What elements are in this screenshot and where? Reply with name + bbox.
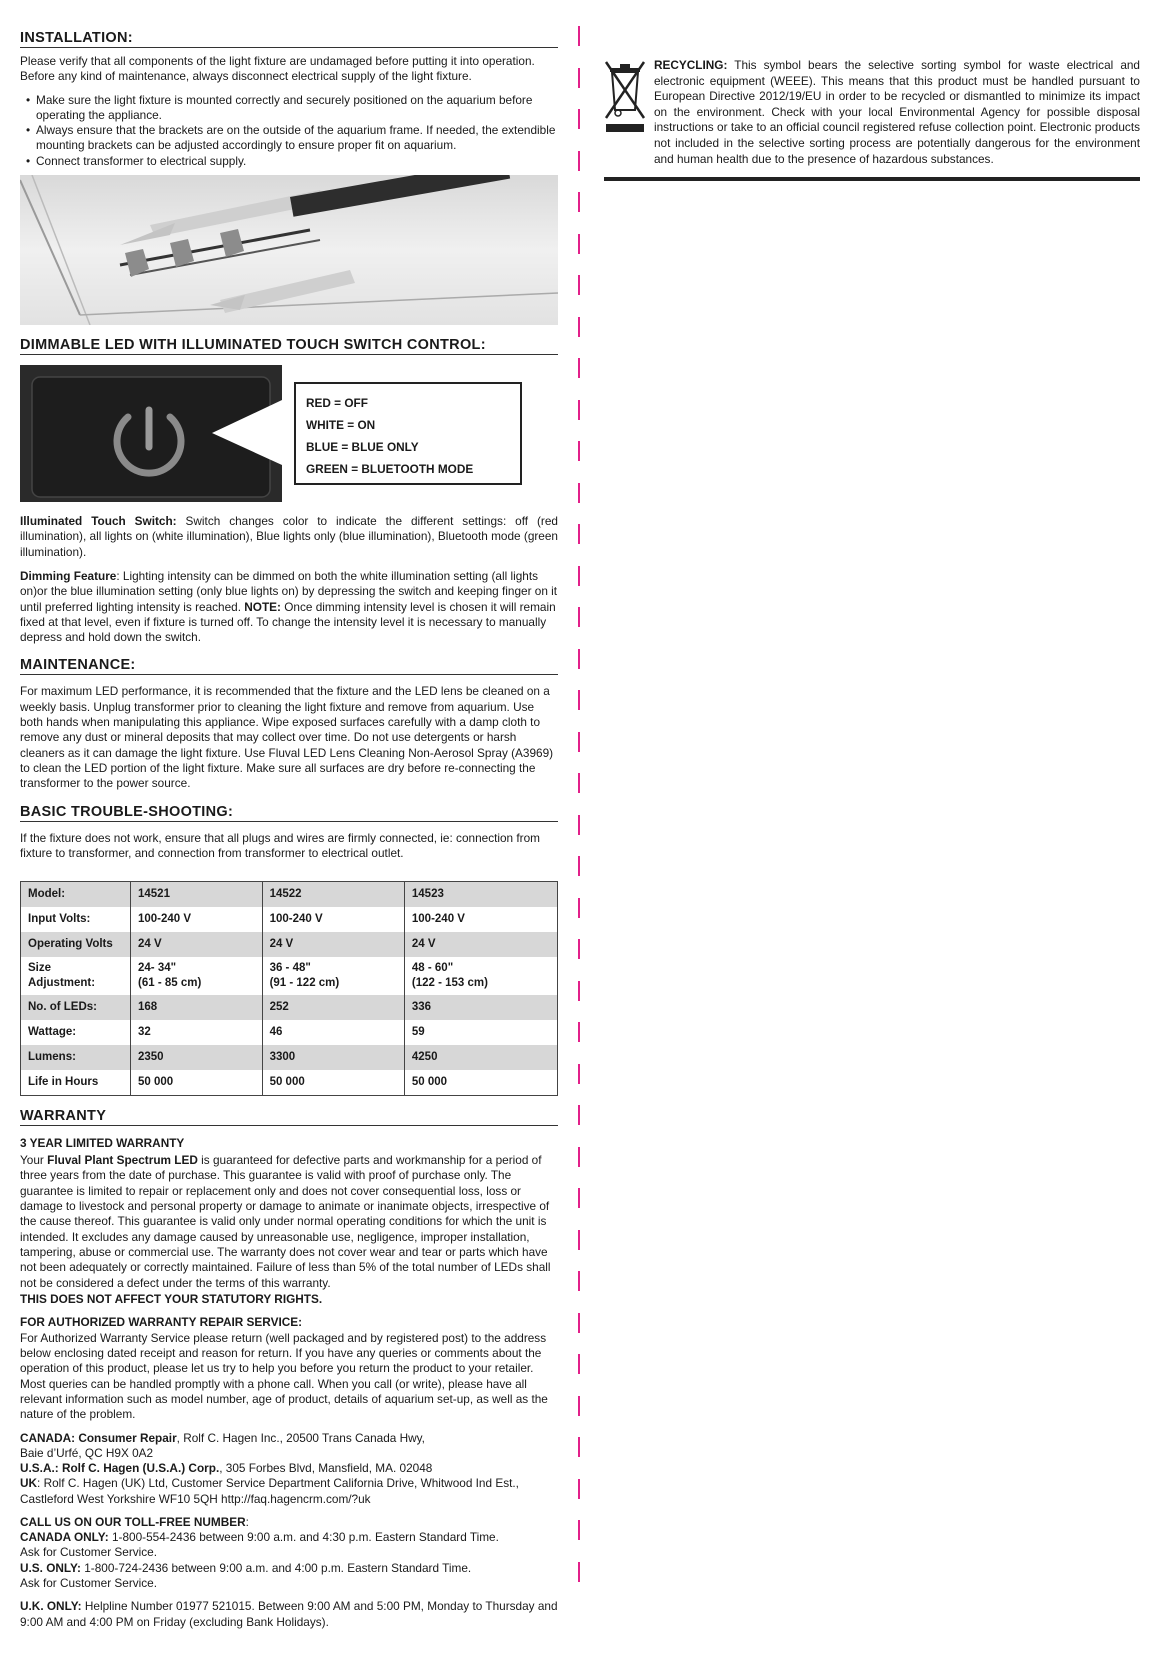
dimming-paragraph xyxy=(20,569,558,645)
table-cell: Size Adjustment: xyxy=(21,957,131,995)
note-label: NOTE: xyxy=(244,599,281,614)
recycling-rule xyxy=(604,177,1140,181)
warranty-subheading: 3 YEAR LIMITED WARRANTY xyxy=(20,1136,185,1151)
legend-white: WHITE = ON xyxy=(306,418,376,433)
table-cell: 252 xyxy=(262,995,404,1020)
table-row xyxy=(21,1020,558,1045)
column-divider xyxy=(578,26,581,1656)
table-cell: 59 xyxy=(404,1020,557,1045)
table-cell: 14523 xyxy=(404,882,557,908)
installation-section xyxy=(20,30,558,325)
maintenance-heading: MAINTENANCE: xyxy=(20,657,558,675)
table-row xyxy=(21,907,558,932)
table-cell: 100-240 V xyxy=(404,907,557,932)
dimming-label: Dimming Feature xyxy=(20,568,117,583)
installation-bullet: • Make sure the light fixture is mounted correctly and securely positioned on the aquarium before operating the appliance. xyxy=(36,93,558,124)
table-cell: 24- 34" (61 - 85 cm) xyxy=(131,957,263,995)
table-row xyxy=(21,995,558,1020)
table-cell: 50 000 xyxy=(262,1070,404,1096)
table-cell: Wattage: xyxy=(21,1020,131,1045)
installation-intro: Please verify that all components of the light fixture are undamaged before putting it into operation. Before any kind of maintenance, always disconnect electrical supply of the light fixture. xyxy=(20,54,535,84)
table-cell: 14521 xyxy=(131,882,263,908)
repair-text: For Authorized Warranty Service please return (well packaged and by registered post) to the address below enclosing dated receipt and reason for return. If you have any queries or comments about the operation of this product, please let us try to help you before you return the product to your retailer. Most queries can be handled promptly with a phone call. When you call (or write), please have all relevant information such as model number, age of product, details of aquarium set-up, as well as the nature of the problem. xyxy=(20,1330,548,1422)
installation-bullets xyxy=(20,93,558,169)
tollfree-heading: CALL US ON OUR TOLL-FREE NUMBER: xyxy=(20,1515,249,1530)
table-cell: 4250 xyxy=(404,1045,557,1070)
installation-bullet: • Always ensure that the brackets are on the outside of the aquarium frame. If needed, the extendible mounting brackets can be adjusted accordingly to ensure proper fit on aquarium. xyxy=(36,123,558,154)
product-name: Fluval Plant Spectrum LED xyxy=(47,1153,198,1168)
warranty-section xyxy=(20,1108,558,1630)
maintenance-section xyxy=(20,657,558,791)
table-cell: 50 000 xyxy=(131,1070,263,1096)
repair-heading: FOR AUTHORIZED WARRANTY REPAIR SERVICE: xyxy=(20,1314,303,1329)
table-cell: 24 V xyxy=(404,932,557,957)
table-cell: 168 xyxy=(131,995,263,1020)
note-text: Once dimming intensity level is chosen it will remain fixed at that level, even if fixture is turned off. To change the intensity level it is necessary to manually depress and hold down the switch. xyxy=(20,599,556,645)
statutory-rights: THIS DOES NOT AFFECT YOUR STATUTORY RIGHTS. xyxy=(20,1291,323,1306)
dimmable-section xyxy=(20,337,558,645)
table-cell: 46 xyxy=(262,1020,404,1045)
legend-blue: BLUE = BLUE ONLY xyxy=(306,440,419,455)
installation-heading: INSTALLATION: xyxy=(20,30,558,48)
table-row xyxy=(21,882,558,908)
installation-bullet: • Connect transformer to electrical supply. xyxy=(36,154,558,169)
dimming-text: : Lighting intensity can be dimmed on both the white illumination setting (all lights on)or the blue illumination setting (only blue lights on) by depressing the switch and keeping finger on it until preferred lighting intensity is reached. xyxy=(20,568,558,614)
touch-switch-paragraph xyxy=(20,514,558,560)
table-cell: Lumens: xyxy=(21,1045,131,1070)
right-column xyxy=(604,58,1140,181)
warranty-text: Your Fluval Plant Spectrum LED is guaranteed for defective parts and workmanship for a period of three years from the date of purchase. This guarantee is valid with proof of purchase only. The guarantee is limited to repair or replacement only and does not cover consequential loss, loss or damage to livestock and personal property or damage to animate or inanimate objects, irrespective of the cause thereof. This guarantee is valid only under normal operating conditions for which the unit is intended. It excludes any damage caused by unreasonable use, negligence, improper installation, tampering, abuse or commercial use. The warranty does not cover wear and tear or parts which have not been adequately or correctly maintained. Failure of less than 5% of the total number of LEDs shall not be considered a defect under the terms of this warranty. xyxy=(20,1153,551,1290)
touch-switch-legend xyxy=(294,382,522,485)
table-cell: Model: xyxy=(21,882,131,908)
table-cell: 2350 xyxy=(131,1045,263,1070)
uk-helpline: U.K. ONLY: Helpline Number 01977 521015. Between 9:00 AM and 5:00 PM, Monday to Thursday and 9:00 AM and 4:00 PM on Friday (excluding Bank Holidays). xyxy=(20,1599,558,1629)
canada-address: CANADA: Consumer Repair, Rolf C. Hagen Inc., 20500 Trans Canada Hwy, Baie d’Urfé, QC H9X 0A2 U.S.A.: Rolf C. Hagen (U.S.A.) Corp., 305 Forbes Blvd, Mansfield, MA. 02048 UK: Rolf C. Hagen (UK) Ltd, Customer Service Department California Drive, Whitwood Ind Est., Castleford West Yorkshire WF10 5QH http://faq.hagencrm.com/?uk xyxy=(20,1430,519,1506)
weee-bin-icon xyxy=(604,58,646,134)
tollfree-numbers: CANADA ONLY: 1-800-554-2436 between 9:00 a.m. and 4:30 p.m. Eastern Standard Time. Ask for Customer Service. U.S. ONLY: 1-800-724-2436 between 9:00 a.m. and 4:00 p.m. Eastern Standard Time. Ask for Customer Service. xyxy=(20,1530,499,1590)
warranty-heading: WARRANTY xyxy=(20,1108,558,1126)
recycling-text: RECYCLING: This symbol bears the selective sorting symbol for waste electrical and electronic equipment (WEEE). This means that this product must be handled pursuant to European Directive 2012/19/EU in order to be recycled or dismantled to minimize its impact on the environment. Check with your local Environmental Agency for possible disposal instructions or take to an official council registered refuse collection point. Electronic products not included in the selective sorting process are potentially dangerous for the environment and human health due to the presence of hazardous substances. xyxy=(654,58,1140,166)
dimmable-heading: DIMMABLE LED WITH ILLUMINATED TOUCH SWITCH CONTROL: xyxy=(20,337,558,355)
legend-green: GREEN = BLUETOOTH MODE xyxy=(306,462,474,477)
table-cell: 3300 xyxy=(262,1045,404,1070)
touch-switch-figure xyxy=(20,365,558,502)
table-cell: 36 - 48" (91 - 122 cm) xyxy=(262,957,404,995)
table-cell: No. of LEDs: xyxy=(21,995,131,1020)
touch-switch-text: Switch changes color to indicate the different settings: off (red illumination), all lights on (white illumination), Blue lights only (blue illumination), Bluetooth mode (green illumination). xyxy=(20,514,558,559)
table-cell: 100-240 V xyxy=(131,907,263,932)
table-cell: 32 xyxy=(131,1020,263,1045)
table-cell: 24 V xyxy=(262,932,404,957)
table-cell: Input Volts: xyxy=(21,907,131,932)
legend-red: RED = OFF xyxy=(306,396,368,411)
troubleshooting-text: If the fixture does not work, ensure that all plugs and wires are firmly connected, ie: connection from fixture to transformer, and connection from transformer to electrical outlet. xyxy=(20,830,540,860)
troubleshooting-heading: BASIC TROUBLE-SHOOTING: xyxy=(20,804,558,822)
table-cell: 336 xyxy=(404,995,557,1020)
recycling-label: RECYCLING: xyxy=(654,58,728,72)
table-cell: 14522 xyxy=(262,882,404,908)
touch-switch-photo xyxy=(20,365,282,502)
table-row xyxy=(21,957,558,995)
recycling-section xyxy=(604,58,1140,167)
troubleshooting-section xyxy=(20,804,558,862)
table-cell: Operating Volts xyxy=(21,932,131,957)
table-cell: 24 V xyxy=(131,932,263,957)
table-row xyxy=(21,1070,558,1096)
table-cell: 50 000 xyxy=(404,1070,557,1096)
installation-photo xyxy=(20,175,558,325)
left-column xyxy=(20,30,558,1630)
maintenance-text: For maximum LED performance, it is recommended that the fixture and the LED lens be cleaned on a weekly basis. Unplug transformer prior to cleaning the light fixture and remove from aquarium. Use both hands when manipulating this appliance. Wipe exposed surfaces carefully with a damp cloth to remove any dust or mineral deposits that may collect over time. Do not use detergents or harsh cleaners as it can damage the light fixture. Use Fluval LED Lens Cleaning Non-Aerosol Spray (A3969) to clean the LED portion of the light fixture. Make sure all surfaces are dry before re-connecting the transformer to the power source. xyxy=(20,684,554,791)
table-row xyxy=(21,932,558,957)
spec-table xyxy=(20,881,558,1096)
touch-switch-label: Illuminated Touch Switch: xyxy=(20,514,177,529)
table-cell: Life in Hours xyxy=(21,1070,131,1096)
table-cell: 100-240 V xyxy=(262,907,404,932)
table-cell: 48 - 60" (122 - 153 cm) xyxy=(404,957,557,995)
table-row xyxy=(21,1045,558,1070)
